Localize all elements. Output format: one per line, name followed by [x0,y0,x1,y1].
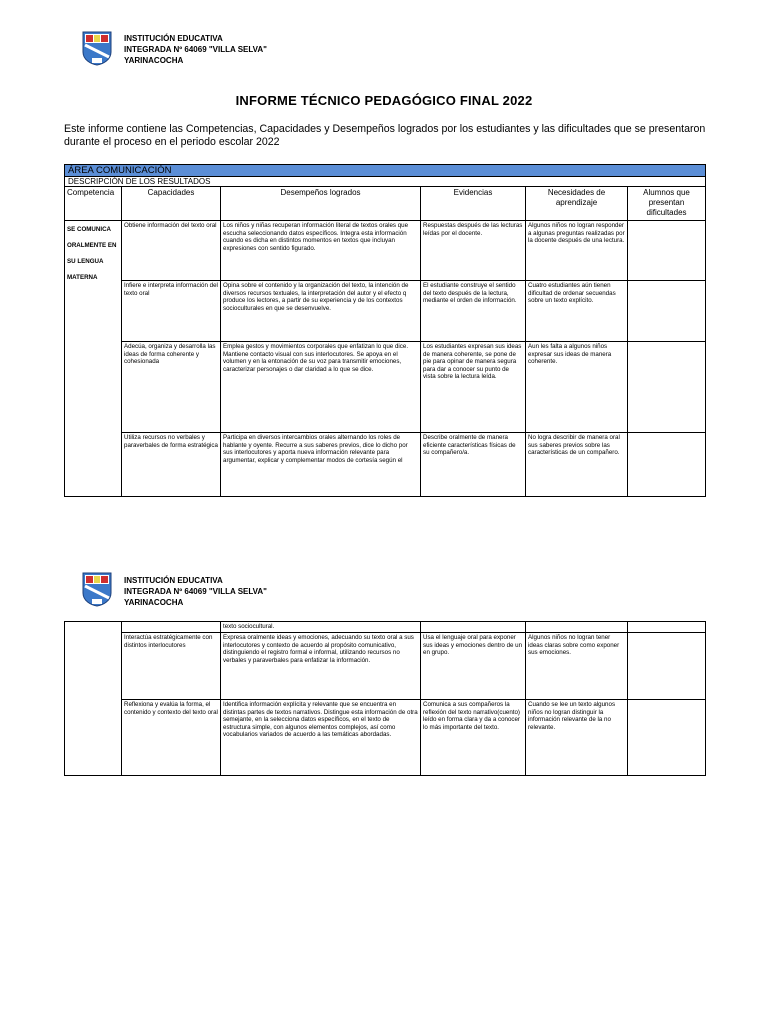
necesidad-cell: Cuando se lee un texto algunos niños no logran distinguir la información relevante de la no relevante. [526,700,628,776]
alumnos-cell [628,433,706,497]
evidencia-cell: Comunica a sus compañeros la reflexión del texto narrativo(cuento) leído en forma clara y da a conocer lo más importante del texto. [421,700,526,776]
school-shield-icon [81,30,113,66]
col-header-necesidades: Necesidades de aprendizaje [526,187,628,221]
evidencia-cell [421,622,526,633]
desempeno-cell: Opina sobre el contenido y la organización del texto, la intención de diversos recursos textuales, la interpretación del autor y el efecto q produce los lectores, a partir de su experiencia y de los contextos socioculturales en que se desenvuelve. [221,281,421,342]
alumnos-cell [628,622,706,633]
institution-line-1: INSTITUCIÓN EDUCATIVA [124,576,223,585]
table-row [65,700,706,776]
capacidad-cell [122,622,221,633]
evidencia-cell: Los estudiantes expresan sus ideas de manera coherente, se pone de pie para opinar de manera segura para dar a conocer su punto de vista sobre la lectura leída. [421,342,526,433]
necesidad-cell: No logra describir de manera oral sus saberes previos sobre las características de un compañero. [526,433,628,497]
table-row [65,633,706,700]
institution-name [124,33,267,66]
report-title: INFORME TÉCNICO PEDAGÓGICO FINAL 2022 [235,93,533,108]
capacidad-cell: Obtiene información del texto oral [122,221,221,281]
necesidad-cell: Algunos niños no logran tener ideas claras sobre como exponer sus emociones. [526,633,628,700]
desempeno-cell: texto sociocultural. [221,622,421,633]
results-table [64,164,706,497]
intro-paragraph: Este informe contiene las Competencias, Capacidades y Desempeños logrados por los estudiantes y las dificultades que se presentaron durante el proceso en el periodo escolar 2022 [64,123,706,148]
capacidad-cell: Reflexiona y evalúa la forma, el contenido y contexto del texto oral [122,700,221,776]
alumnos-cell [628,633,706,700]
necesidad-cell: Aun les falta a algunos niños expresar sus ideas de manera coherente. [526,342,628,433]
table-row [65,221,706,281]
desempeno-cell: Participa en diversos intercambios orales alternando los roles de hablante y oyente. Recurre a sus saberes previos, dice lo dicho por sus interlocutores y aporta nueva información relevante para argumentar, explicar y complementar modos de cortesía según el [221,433,421,497]
institution-line-3: YARINACOCHA [124,598,184,607]
description-title: DESCRIPCIÓN DE LOS RESULTADOS [65,177,706,187]
area-title: ÁREA COMUNICACIÓN [65,165,706,177]
desempeno-cell: Emplea gestos y movimientos corporales que enfatizan lo que dice. Mantiene contacto visual con sus interlocutores. Se apoya en el volumen y en la entonación de su voz para transmitir emociones, caracterizar personajes o dar claridad a lo que se dice. [221,342,421,433]
competencia-cell [65,622,122,776]
institution-line-3: YARINACOCHA [124,56,184,65]
table-row [65,342,706,433]
col-header-desempenos: Desempeños logrados [221,187,421,221]
col-header-competencia: Competencia [65,187,122,221]
capacidad-cell: Infiere e interpreta información del texto oral [122,281,221,342]
capacidad-cell: Utiliza recursos no verbales y paraverbales de forma estratégica [122,433,221,497]
institution-logo [81,30,113,71]
evidencia-cell: Respuestas después de las lecturas leídas por el docente. [421,221,526,281]
necesidad-cell: Algunos niños no logran responder a algunas preguntas realizadas por la docente después de una lectura. [526,221,628,281]
desempeno-cell: Identifica información explícita y relevante que se encuentra en distintas partes de textos narrativos. Distingue esta información de otra semejante, en la selecciona datos específicos, en el texto de estructura simple, con algunos elementos complejos, así como vocabularios variados de acuerdo a las temáticas abordadas. [221,700,421,776]
capacidad-cell: Adecúa, organiza y desarrolla las ideas de forma coherente y cohesionada [122,342,221,433]
alumnos-cell [628,700,706,776]
table-row [65,281,706,342]
institution-logo-page2 [81,571,113,612]
institution-line-2: INTEGRADA Nº 64069 "VILLA SELVA" [124,587,267,596]
alumnos-cell [628,221,706,281]
institution-name-page2 [124,575,267,608]
desempeno-cell: Los niños y niñas recuperan información literal de textos orales que escucha seleccionando datos específicos. Integra esta información cuando es dicha en distintos momentos en textos que incluyan expresiones con sentido figurado. [221,221,421,281]
col-header-evidencias: Evidencias [421,187,526,221]
evidencia-cell: El estudiante construye el sentido del texto después de la lectura, mediante el orden de información. [421,281,526,342]
institution-line-2: INTEGRADA Nº 64069 "VILLA SELVA" [124,45,267,54]
capacidad-cell: Interactúa estratégicamente con distintos interlocutores [122,633,221,700]
necesidad-cell [526,622,628,633]
necesidad-cell: Cuatro estudiantes aún tienen dificultad de ordenar secuendas sobre un texto explícito. [526,281,628,342]
col-header-capacidades: Capacidades [122,187,221,221]
alumnos-cell [628,342,706,433]
school-shield-icon [81,571,113,607]
competencia-cell: SE COMUNICA ORALMENTE EN SU LENGUA MATERNA [65,221,122,497]
col-header-alumnos: Alumnos que presentan dificultades [628,187,706,221]
results-table-continued [64,621,706,776]
evidencia-cell: Usa el lenguaje oral para exponer sus ideas y emociones dentro de un en grupo. [421,633,526,700]
table-row [65,622,706,633]
table-row [65,433,706,497]
evidencia-cell: Describe oralmente de manera eficiente características físicas de su compañero/a. [421,433,526,497]
desempeno-cell: Expresa oralmente ideas y emociones, adecuando su texto oral a sus interlocutores y contexto de acuerdo al propósito comunicativo, distinguiendo el registro formal e informal, utilizando recursos no verbales y paraverbales para enfatizar la información. [221,633,421,700]
alumnos-cell [628,281,706,342]
institution-line-1: INSTITUCIÓN EDUCATIVA [124,34,223,43]
